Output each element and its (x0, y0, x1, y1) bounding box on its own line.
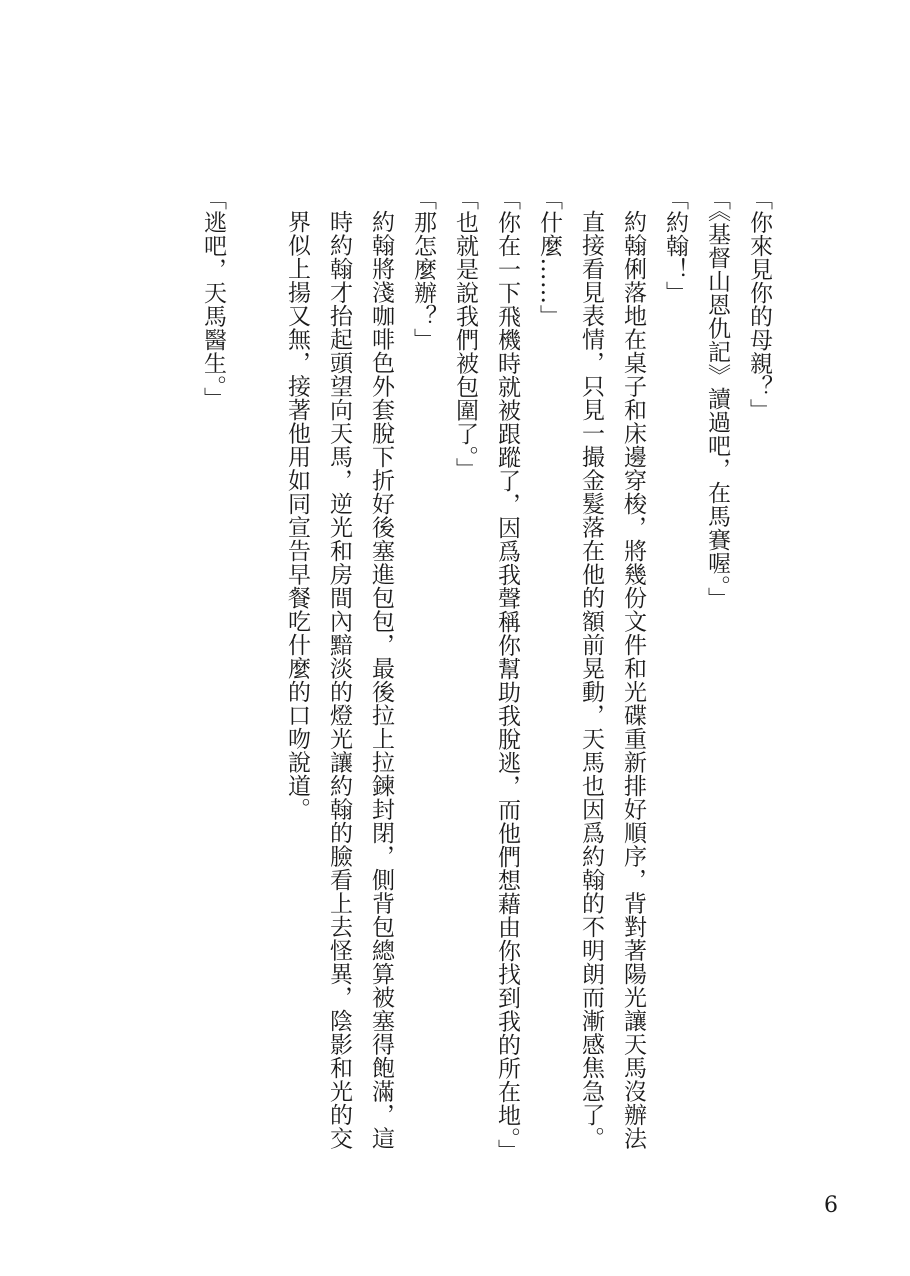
dialogue-line: 「《基督山恩仇記》讀過吧，在馬賽喔。」 (704, 187, 730, 611)
dialogue-line: 「逃吧，天馬醫生。」 (200, 187, 226, 411)
dialogue-line: 「你在一下飛機時就被跟蹤了，因爲我聲稱你幫助我脫逃，而他們想藉由你找到我的所在地。」 (494, 187, 520, 1163)
page-number: 6 (824, 1193, 838, 1218)
narration-paragraph: 約翰俐落地在桌子和床邊穿梭，將幾份文件和光碟重新排好順序，背對著陽光讓天馬沒辦法直接看見表情，只見一撮金髮落在他的額前晃動，天馬也因爲約翰的不明朗而漸感焦急了。 (578, 210, 646, 1150)
dialogue-line: 「你來見你的母親？」 (746, 187, 772, 422)
dialogue-line: 「什麼……」 (536, 187, 562, 328)
dialogue-line: 「也就是說我們被包圍了。」 (452, 187, 478, 481)
dialogue-line: 「那怎麼辦？」 (410, 187, 436, 352)
narration-paragraph: 約翰將淺咖啡色外套脫下折好後塞進包包，最後拉上拉鍊封閉，側背包總算被塞得飽滿，這時約翰才抬起頭望向天馬，逆光和房間內黯淡的燈光讓約翰的臉看上去怪異，陰影和光的交界似上揚又無，接著他用如同宣告早餐吃什麼的口吻說道。 (284, 210, 394, 1150)
vertical-text-body (192, 187, 780, 1162)
dialogue-line: 「約翰！」 (662, 187, 688, 305)
